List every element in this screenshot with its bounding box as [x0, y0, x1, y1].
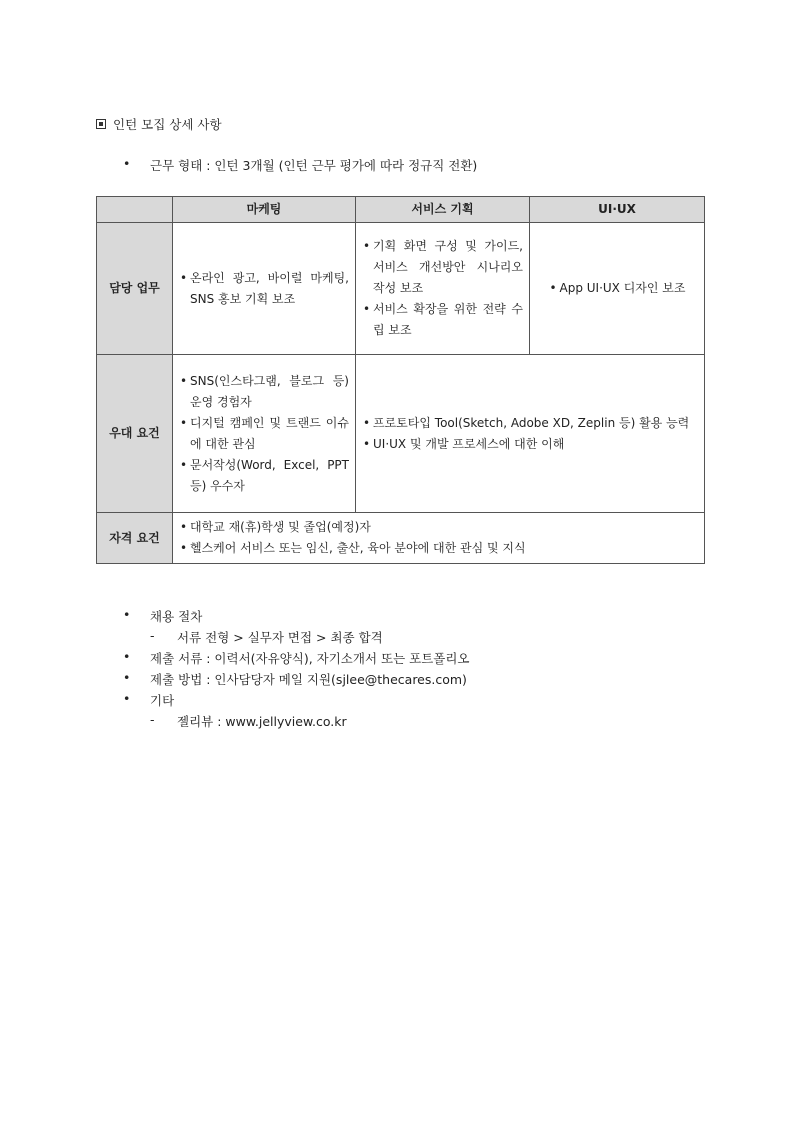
bullet-icon: •: [123, 670, 131, 685]
list-item: • SNS(인스타그램, 블로그 등) 운영 경험자: [179, 371, 349, 413]
list-item: • 온라인 광고, 바이럴 마케팅, SNS 홍보 기획 보조: [179, 268, 349, 310]
requirements-table: [96, 196, 705, 564]
row-label-preferred: 우대 요건: [97, 355, 173, 513]
table-header-row: [97, 197, 705, 223]
method-text: 제출 방법 : 인사담당자 메일 지원(sjlee@thecares.com): [150, 672, 467, 687]
header-empty: [97, 197, 173, 223]
list-item: • App UI·UX 디자인 보조: [549, 278, 686, 299]
preferred-service-uiux: [356, 355, 705, 513]
process-steps-item: [150, 628, 383, 646]
qualifications-all: [173, 513, 705, 564]
list-item: • 기획 화면 구성 및 가이드, 서비스 개선방안 시나리오 작성 보조: [362, 236, 523, 299]
list-item: • 문서작성(Word, Excel, PPT 등) 우수자: [179, 455, 349, 497]
list-item: • 프로토타입 Tool(Sketch, Adobe XD, Zeplin 등) 활용 능력: [362, 413, 698, 434]
etc-item: [123, 691, 175, 709]
bullet-icon: •: [123, 649, 131, 664]
square-bullet-icon: [96, 119, 106, 129]
process-title: 채용 절차: [150, 609, 203, 624]
list-item: • 서비스 확장을 위한 전략 수립 보조: [362, 299, 523, 341]
documents-text: 제출 서류 : 이력서(자유양식), 자기소개서 또는 포트폴리오: [150, 651, 470, 666]
list-item: • 디지털 캠페인 및 트랜드 이슈에 대한 관심: [179, 413, 349, 455]
table-row-preferred: [97, 355, 705, 513]
duties-service: [356, 223, 530, 355]
etc-title: 기타: [150, 693, 175, 708]
row-label-duties: 담당 업무: [97, 223, 173, 355]
table-row-duties: [97, 223, 705, 355]
list-item: • UI·UX 및 개발 프로세스에 대한 이해: [362, 434, 698, 455]
work-type-text: 근무 형태 : 인턴 3개월 (인턴 근무 평가에 따라 정규직 전환): [150, 158, 478, 173]
duties-uiux: [530, 223, 705, 355]
table-row-qualifications: [97, 513, 705, 564]
method-item: [123, 670, 467, 688]
header-uiux: UI·UX: [530, 197, 705, 223]
list-item: • 헬스케어 서비스 또는 임신, 출산, 육아 분야에 대한 관심 및 지식: [179, 538, 698, 559]
header-marketing: 마케팅: [173, 197, 356, 223]
header-service-planning: 서비스 기획: [356, 197, 530, 223]
dash-icon: -: [150, 712, 155, 727]
preferred-marketing: [173, 355, 356, 513]
section-title: 인턴 모집 상세 사항: [113, 117, 222, 132]
duties-marketing: [173, 223, 356, 355]
row-label-qualifications: 자격 요건: [97, 513, 173, 564]
section-heading: [96, 115, 222, 133]
documents-item: [123, 649, 470, 667]
bullet-icon: •: [123, 607, 131, 622]
process-item: [123, 607, 203, 625]
jellyview-text: 젤리뷰 : www.jellyview.co.kr: [177, 714, 347, 729]
jellyview-item: [150, 712, 347, 730]
list-item: • 대학교 재(휴)학생 및 졸업(예정)자: [179, 517, 698, 538]
bullet-icon: •: [123, 156, 131, 171]
work-type-item: [123, 156, 478, 174]
bullet-icon: •: [123, 691, 131, 706]
process-steps: 서류 전형 > 실무자 면접 > 최종 합격: [177, 630, 383, 645]
dash-icon: -: [150, 628, 155, 643]
